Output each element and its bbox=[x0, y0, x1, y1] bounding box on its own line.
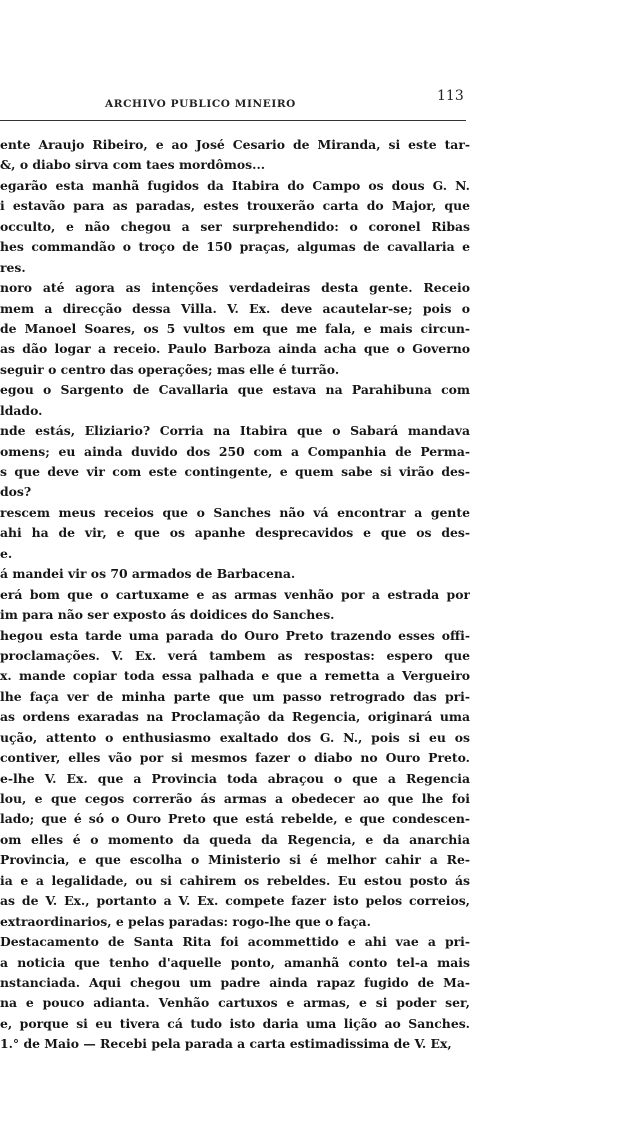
text-line: hegou esta tarde uma parada do Ouro Preto trazendo esses offi- bbox=[0, 627, 470, 643]
text-line: proclamações. V. Ex. verá tambem as respostas: espero que bbox=[0, 647, 470, 663]
text-line: nstanciada. Aqui chegou um padre ainda rapaz fugido de Ma- bbox=[0, 974, 470, 990]
text-line: á mandei vir os 70 armados de Barbacena. bbox=[0, 566, 296, 582]
text-line: e-lhe V. Ex. que a Provincia toda abraçou o que a Regencia bbox=[0, 770, 470, 786]
text-line: as dão logar a receio. Paulo Barboza ainda acha que o Governo bbox=[0, 341, 470, 357]
text-line: lado; que é só o Ouro Preto que está rebelde, e que condescen- bbox=[0, 811, 470, 827]
text-line: hes commandão o troço de 150 praças, algumas de cavallaria e bbox=[0, 239, 470, 255]
text-line: nde estás, Eliziario? Corria na Itabira que o Sabará mandava bbox=[0, 423, 470, 439]
text-line: de Manoel Soares, os 5 vultos em que me fala, e mais circun- bbox=[0, 320, 470, 336]
text-line: as de V. Ex., portanto a V. Ex. compete fazer isto pelos correios, bbox=[0, 893, 470, 909]
text-line: omens; eu ainda duvido dos 250 com a Companhia de Perma- bbox=[0, 443, 470, 459]
text-line: seguir o centro das operações; mas elle é turrão. bbox=[0, 361, 340, 377]
text-line: extraordinarios, e pelas paradas: rogo-lhe que o faça. bbox=[0, 913, 371, 929]
text-line: ia e a legalidade, ou si cahirem os rebeldes. Eu estou posto ás bbox=[0, 872, 470, 888]
text-line: Destacamento de Santa Rita foi acommettido e ahi vae a pri- bbox=[0, 934, 470, 950]
text-line: im para não ser exposto ás doidices do Sanches. bbox=[0, 607, 335, 623]
text-line: x. mande copiar toda essa palhada e que a remetta a Vergueiro bbox=[0, 668, 470, 684]
text-line: egarão esta manhã fugidos da Itabira do Campo os dous G. N. bbox=[0, 177, 470, 193]
text-line: rescem meus receios que o Sanches não vá encontrar a gente bbox=[0, 504, 470, 520]
text-line: as ordens exaradas na Proclamação da Regencia, originará uma bbox=[0, 709, 470, 725]
page-number: 113 bbox=[437, 88, 464, 104]
text-line: e. bbox=[0, 545, 13, 561]
text-line: a noticia que tenho d'aquelle ponto, amanhã conto tel-a mais bbox=[0, 954, 470, 970]
text-line: na e pouco adianta. Venhão cartuxos e armas, e si poder ser, bbox=[0, 995, 470, 1011]
text-line: lou, e que cegos correrão ás armas a obedecer ao que lhe foi bbox=[0, 791, 470, 806]
text-line: contiver, elles vão por si mesmos fazer o diabo no Ouro Preto. bbox=[0, 750, 470, 766]
header-rule bbox=[0, 120, 466, 121]
text-line: s que deve vir com este contingente, e quem sabe si virão des- bbox=[0, 464, 470, 479]
text-line: i estavão para as paradas, estes trouxerão carta do Major, que bbox=[0, 198, 470, 214]
text-line: dos? bbox=[0, 484, 32, 500]
text-line: om elles é o momento da queda da Regencia, e da anarchia bbox=[0, 831, 470, 847]
running-head-title: ARCHIVO PUBLICO MINEIRO bbox=[105, 98, 296, 110]
text-line: erá bom que o cartuxame e as armas venhão por a estrada por bbox=[0, 586, 470, 602]
text-line: ente Araujo Ribeiro, e ao José Cesario de Miranda, si este tar- bbox=[0, 137, 470, 152]
text-line: lhe faça ver de minha parte que um passo retrogrado das pri- bbox=[0, 688, 470, 704]
text-line: e, porque si eu tivera cá tudo isto daria uma lição ao Sanches. bbox=[0, 1015, 470, 1031]
text-line: occulto, e não chegou a ser surprehendido: o coronel Ribas bbox=[0, 218, 470, 234]
text-line: 1.° de Maio — Recebi pela parada a carta estimadissima de V. Ex, bbox=[0, 1036, 452, 1052]
text-line: egou o Sargento de Cavallaria que estava na Parahibuna com bbox=[0, 382, 470, 398]
text-line: &, o diabo sirva com taes mordômos... bbox=[0, 157, 266, 173]
text-line: res. bbox=[0, 259, 26, 275]
text-line: ahi ha de vir, e que os apanhe desprecavidos e que os des- bbox=[0, 525, 470, 541]
text-line: ução, attento o enthusiasmo exaltado dos G. N., pois si eu os bbox=[0, 729, 470, 745]
body-text bbox=[0, 135, 470, 1055]
text-line: ldado. bbox=[0, 402, 43, 418]
text-line: mem a direcção dessa Villa. V. Ex. deve acautelar-se; pois o bbox=[0, 300, 470, 316]
text-line: noro até agora as intenções verdadeiras desta gente. Receio bbox=[0, 280, 470, 296]
text-line: Provincia, e que escolha o Ministerio si é melhor cahir a Re- bbox=[0, 852, 470, 868]
